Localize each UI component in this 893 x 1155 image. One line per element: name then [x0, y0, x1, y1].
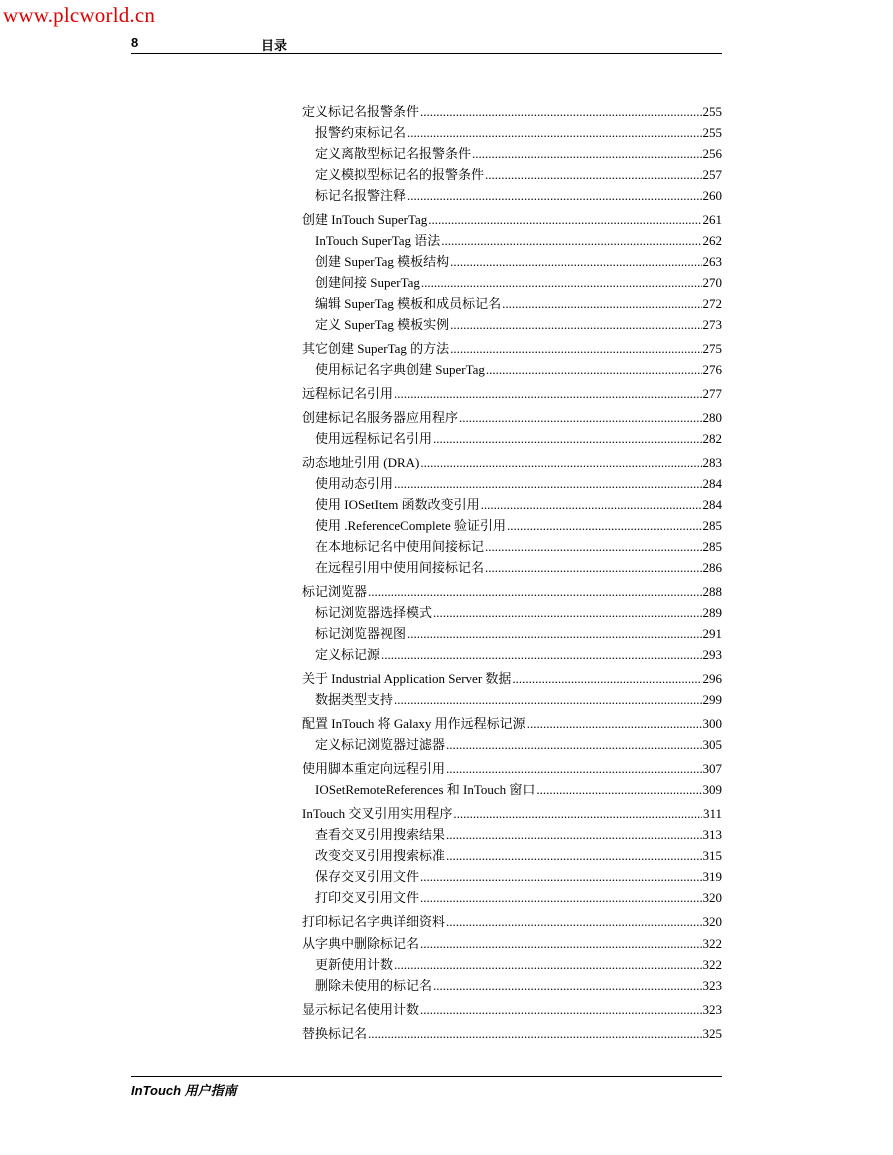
toc-leader-dots	[420, 455, 701, 471]
toc-entry-title: IOSetRemoteReferences 和 InTouch 窗口	[315, 782, 536, 797]
toc-entry-page: 320	[702, 890, 722, 905]
toc-entry-page: 285	[702, 539, 722, 554]
header-section-title: 目录	[261, 38, 288, 53]
toc-entry-page: 322	[702, 936, 722, 951]
toc-entry-title: 使用动态引用	[315, 476, 394, 491]
toc-entry-title: 定义标记源	[315, 647, 381, 662]
toc-entry-title: 在本地标记名中使用间接标记	[315, 539, 485, 554]
toc-entry-title: 标记名报警注释	[315, 188, 407, 203]
toc-entry[interactable]	[302, 1022, 722, 1042]
toc-entry-page: 286	[702, 560, 722, 575]
toc-leader-dots	[433, 978, 701, 994]
toc-entry[interactable]	[302, 451, 722, 471]
toc-entry-page: 323	[702, 978, 722, 993]
toc-leader-dots	[407, 125, 701, 141]
toc-entry-page: 289	[702, 605, 722, 620]
header-page-number: 8	[131, 35, 139, 50]
toc-entry-page: 260	[702, 188, 722, 203]
toc-entry[interactable]	[302, 778, 722, 798]
toc-entry-page: 300	[702, 716, 722, 731]
toc-entry-title: 使用脚本重定向远程引用	[302, 761, 446, 776]
toc-leader-dots	[394, 386, 701, 402]
toc-entry-page: 284	[702, 497, 722, 512]
toc-entry-page: 283	[702, 455, 722, 470]
toc-entry-title: 使用标记名字典创建 SuperTag	[315, 362, 485, 377]
toc-entry[interactable]	[302, 358, 722, 378]
toc-entry[interactable]	[302, 643, 722, 663]
toc-entry-page: 284	[702, 476, 722, 491]
toc-entry-page: 319	[702, 869, 722, 884]
toc-entry-title: 数据类型支持	[315, 692, 394, 707]
toc-leader-dots	[420, 1002, 701, 1018]
toc-entry-page: 285	[702, 518, 722, 533]
toc-leader-dots	[407, 188, 701, 204]
toc-entry-page: 293	[702, 647, 722, 662]
toc-leader-dots	[433, 605, 701, 621]
toc-leader-dots	[527, 716, 702, 732]
toc-leader-dots	[450, 254, 701, 270]
toc-entry-page: 275	[702, 341, 722, 356]
toc-entry-title: 动态地址引用 (DRA)	[302, 455, 420, 470]
toc-entry-page: 322	[702, 957, 722, 972]
toc-entry-title: 查看交叉引用搜索结果	[315, 827, 446, 842]
toc-entry[interactable]	[302, 802, 722, 822]
toc-entry[interactable]	[302, 406, 722, 426]
toc-leader-dots	[433, 431, 701, 447]
toc-leader-dots	[472, 146, 701, 162]
toc-entry[interactable]	[302, 271, 722, 291]
toc-entry-title: 从字典中删除标记名	[302, 936, 420, 951]
toc-entry[interactable]	[302, 974, 722, 994]
toc-entry-title: 使用远程标记名引用	[315, 431, 433, 446]
toc-leader-dots	[420, 869, 701, 885]
toc-entry-title: 定义标记名报警条件	[302, 104, 420, 119]
toc-entry-page: 307	[702, 761, 722, 776]
toc-entry-page: 277	[702, 386, 722, 401]
toc-leader-dots	[446, 761, 701, 777]
toc-entry-title: 创建 InTouch SuperTag	[302, 212, 428, 227]
toc-leader-dots	[486, 362, 702, 378]
toc-entry[interactable]	[302, 100, 722, 120]
toc-leader-dots	[512, 671, 701, 687]
toc-entry[interactable]	[302, 337, 722, 357]
toc-entry-page: 262	[702, 233, 722, 248]
toc-entry-page: 325	[702, 1026, 722, 1041]
toc-entry-page: 263	[702, 254, 722, 269]
toc-entry-page: 320	[702, 914, 722, 929]
toc-entry-title: 编辑 SuperTag 模板和成员标记名	[315, 296, 502, 311]
toc-leader-dots	[485, 560, 701, 576]
toc-entry-title: 使用 .ReferenceComplete 验证引用	[315, 518, 506, 533]
toc-entry-page: 288	[702, 584, 722, 599]
toc-entry-title: 创建标记名服务器应用程序	[302, 410, 459, 425]
toc-leader-dots	[481, 497, 702, 513]
toc-entry[interactable]	[302, 493, 722, 513]
toc-leader-dots	[394, 692, 701, 708]
toc-entry[interactable]	[302, 932, 722, 952]
toc-entry-page: 280	[702, 410, 722, 425]
toc-entry[interactable]	[302, 472, 722, 492]
toc-entry-title: 在远程引用中使用间接标记名	[315, 560, 485, 575]
toc-entry[interactable]	[302, 865, 722, 885]
toc-leader-dots	[407, 626, 701, 642]
toc-leader-dots	[459, 410, 701, 426]
toc-leader-dots	[368, 1026, 701, 1042]
toc-leader-dots	[446, 827, 701, 843]
toc-entry-title: 定义 SuperTag 模板实例	[315, 317, 450, 332]
toc-entry-title: 替换标记名	[302, 1026, 368, 1041]
toc-entry[interactable]	[302, 622, 722, 642]
toc-entry[interactable]	[302, 556, 722, 576]
toc-entry[interactable]	[302, 292, 722, 312]
toc-entry-title: 创建间接 SuperTag	[315, 275, 420, 290]
toc-entry-page: 273	[702, 317, 722, 332]
toc-entry-title: 删除未使用的标记名	[315, 978, 433, 993]
toc-leader-dots	[394, 476, 701, 492]
toc-entry-title: 关于 Industrial Application Server 数据	[302, 671, 512, 686]
toc-entry-title: InTouch 交叉引用实用程序	[302, 806, 453, 821]
toc-entry-title: 定义离散型标记名报警条件	[315, 146, 472, 161]
toc-entry-page: 256	[702, 146, 722, 161]
toc-leader-dots	[381, 647, 701, 663]
toc-entry[interactable]	[302, 712, 722, 732]
toc-entry[interactable]	[302, 733, 722, 753]
toc-entry[interactable]	[302, 998, 722, 1018]
toc-entry-title: 创建 SuperTag 模板结构	[315, 254, 450, 269]
watermark-url: www.plcworld.cn	[3, 3, 156, 27]
toc-entry[interactable]	[302, 121, 722, 141]
page-footer	[131, 1076, 722, 1099]
toc-entry-title: 标记浏览器	[302, 584, 368, 599]
toc-leader-dots	[420, 104, 701, 120]
toc-entry[interactable]	[302, 601, 722, 621]
toc-leader-dots	[507, 518, 702, 534]
toc-leader-dots	[420, 890, 701, 906]
toc-leader-dots	[446, 737, 701, 753]
toc-entry[interactable]	[302, 514, 722, 534]
toc-leader-dots	[536, 782, 701, 798]
toc-leader-dots	[450, 341, 701, 357]
toc-entry[interactable]	[302, 184, 722, 204]
toc-leader-dots	[450, 317, 701, 333]
toc-entry-page: 291	[702, 626, 722, 641]
toc-leader-dots	[421, 275, 702, 291]
toc-entry-page: 272	[702, 296, 722, 311]
toc-leader-dots	[441, 233, 701, 249]
toc-entry-title: 其它创建 SuperTag 的方法	[302, 341, 450, 356]
toc-entry-page: 315	[702, 848, 722, 863]
toc-leader-dots	[453, 806, 702, 822]
toc-leader-dots	[485, 539, 701, 555]
toc-entry-title: 报警约束标记名	[315, 125, 407, 140]
toc-entry-page: 261	[702, 212, 722, 227]
toc-entry[interactable]	[302, 953, 722, 973]
toc-leader-dots	[420, 936, 701, 952]
toc-leader-dots	[502, 296, 701, 312]
toc-entry-page: 282	[702, 431, 722, 446]
toc-entry-title: 使用 IOSetItem 函数改变引用	[315, 497, 480, 512]
toc-entry[interactable]	[302, 229, 722, 249]
toc-leader-dots	[485, 167, 701, 183]
toc-entry-title: 显示标记名使用计数	[302, 1002, 420, 1017]
toc-entry[interactable]	[302, 688, 722, 708]
toc-entry-title: 定义标记浏览器过滤器	[315, 737, 446, 752]
toc-entry[interactable]	[302, 580, 722, 600]
toc-entry[interactable]	[302, 535, 722, 555]
toc-entry-title: 打印交叉引用文件	[315, 890, 420, 905]
toc-leader-dots	[394, 957, 701, 973]
toc-entry[interactable]	[302, 427, 722, 447]
toc-entry[interactable]	[302, 142, 722, 162]
toc-entry[interactable]	[302, 844, 722, 864]
toc-entry-page: 313	[702, 827, 722, 842]
toc-entry[interactable]	[302, 208, 722, 228]
toc-entry[interactable]	[302, 910, 722, 930]
toc-entry-page: 270	[702, 275, 722, 290]
toc-entry-title: 标记浏览器视图	[315, 626, 407, 641]
toc-entry[interactable]	[302, 667, 722, 687]
toc-entry-title: InTouch SuperTag 语法	[315, 233, 441, 248]
toc-entry-page: 257	[702, 167, 722, 182]
toc-entry[interactable]	[302, 823, 722, 843]
toc-entry-page: 255	[702, 125, 722, 140]
toc-entry-title: 改变交叉引用搜索标准	[315, 848, 446, 863]
toc-entry-page: 299	[702, 692, 722, 707]
toc-entry-page: 255	[702, 104, 722, 119]
toc-leader-dots	[368, 584, 701, 600]
toc-entry[interactable]	[302, 250, 722, 270]
page-header	[131, 35, 722, 54]
toc-entry-title: 打印标记名字典详细资料	[302, 914, 446, 929]
toc-entry[interactable]	[302, 886, 722, 906]
toc-entry-page: 305	[702, 737, 722, 752]
toc-entry-title: 配置 InTouch 将 Galaxy 用作远程标记源	[302, 716, 526, 731]
toc-entry-title: 保存交叉引用文件	[315, 869, 420, 884]
toc-entry-page: 311	[702, 806, 722, 821]
toc-entry[interactable]	[302, 757, 722, 777]
footer-book-title: InTouch 用户指南	[131, 1083, 237, 1098]
toc-entry-title: 远程标记名引用	[302, 386, 394, 401]
toc-leader-dots	[446, 848, 701, 864]
toc-entry[interactable]	[302, 163, 722, 183]
toc-entry-title: 更新使用计数	[315, 957, 394, 972]
toc-entry-title: 标记浏览器选择模式	[315, 605, 433, 620]
toc-leader-dots	[446, 914, 701, 930]
toc-entry-page: 296	[702, 671, 722, 686]
toc-entry-title: 定义模拟型标记名的报警条件	[315, 167, 485, 182]
toc-leader-dots	[428, 212, 701, 228]
toc-entry-page: 323	[702, 1002, 722, 1017]
toc-entry-page: 276	[702, 362, 722, 377]
toc-entry[interactable]	[302, 382, 722, 402]
toc-entry-page: 309	[702, 782, 722, 797]
toc-entry[interactable]	[302, 313, 722, 333]
